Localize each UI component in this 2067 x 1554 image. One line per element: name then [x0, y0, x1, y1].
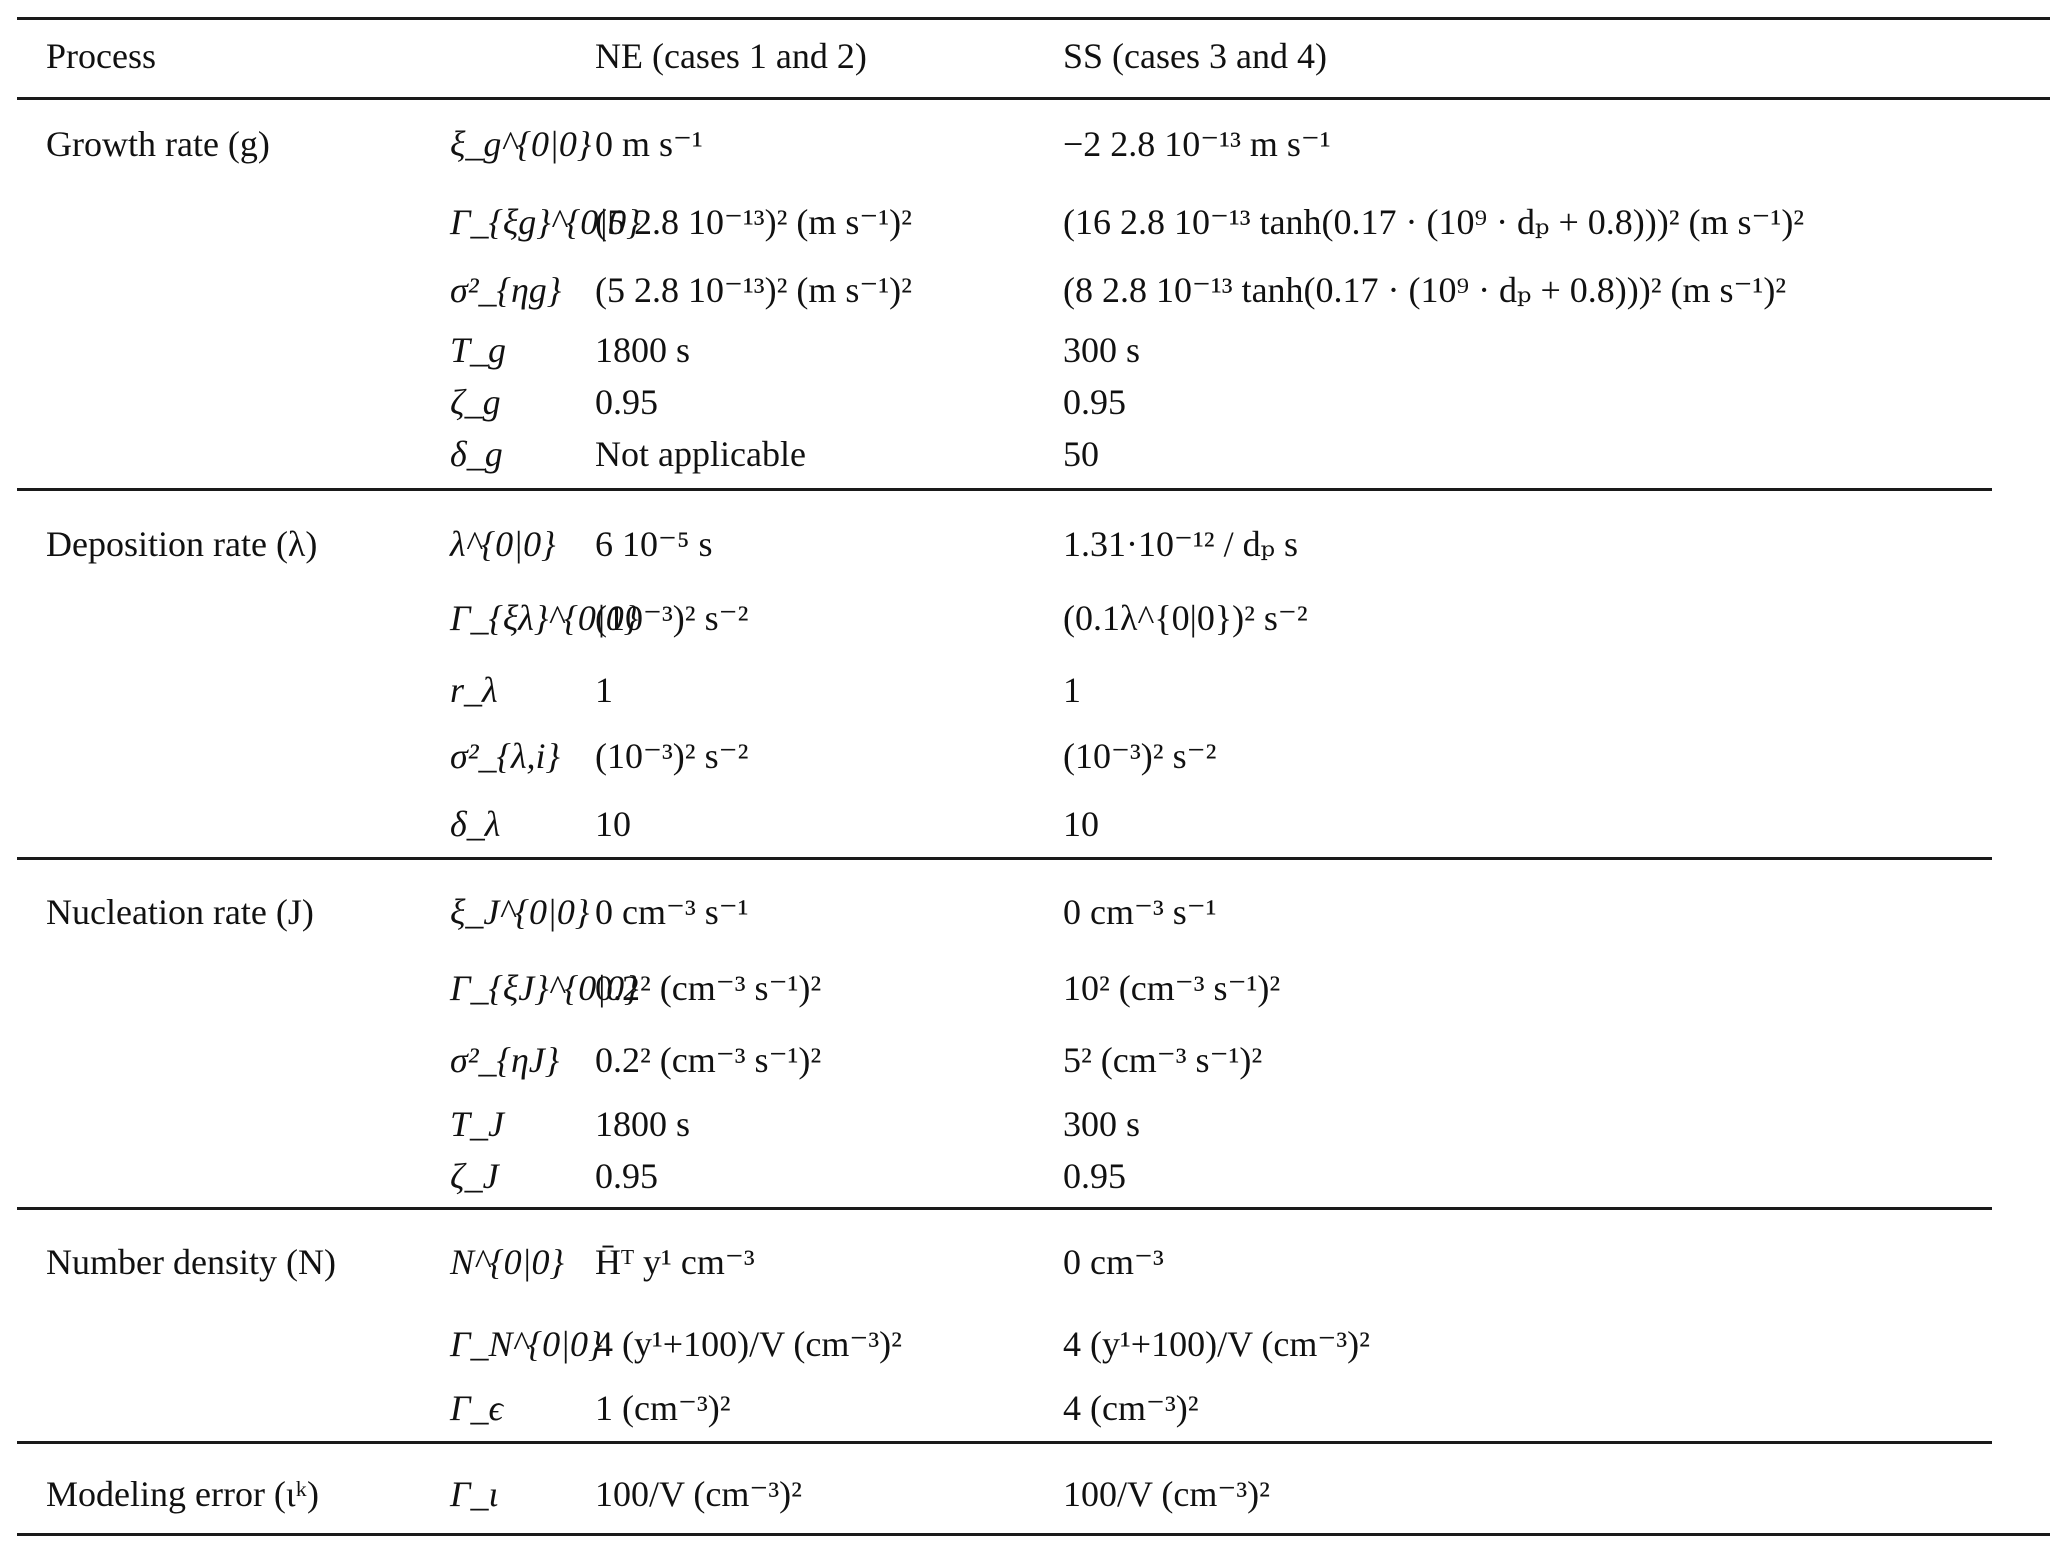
table-row: [0, 886, 2067, 938]
ss-value: (16 2.8 10⁻¹³ tanh(0.17 · (10⁹ · dₚ + 0.8)))² (m s⁻¹)²: [1063, 202, 1805, 242]
ss-value: 0 cm⁻³ s⁻¹: [1063, 892, 1217, 932]
symbol: Γ_ι: [450, 1474, 499, 1514]
ne-value: (10⁻³)² s⁻²: [595, 736, 749, 776]
header-rule: [17, 97, 2050, 100]
ss-value: 50: [1063, 434, 1099, 474]
ne-value: 1: [595, 670, 613, 710]
table-row: [0, 798, 2067, 850]
bottom-rule: [17, 1533, 2050, 1536]
ss-value: (0.1λ^{0|0})² s⁻²: [1063, 598, 1308, 638]
table-row: [0, 664, 2067, 716]
table-row: [0, 962, 2067, 1014]
ss-value: 10: [1063, 804, 1099, 844]
table-row: [0, 730, 2067, 782]
section-rule: [17, 1207, 1992, 1210]
ne-value: 0.95: [595, 382, 658, 422]
table-row: [0, 428, 2067, 480]
ne-value: (5 2.8 10⁻¹³)² (m s⁻¹)²: [595, 202, 912, 242]
table-row: [0, 518, 2067, 570]
table-row: [0, 264, 2067, 316]
ne-value: Not applicable: [595, 434, 806, 474]
section-rule: [17, 857, 1992, 860]
symbol: T_J: [450, 1104, 504, 1144]
ss-value: 1: [1063, 670, 1081, 710]
process-label: Modeling error (ιᵏ): [46, 1474, 319, 1514]
symbol: Γ_{ξλ}^{0|0}: [450, 598, 639, 638]
ss-value: 0 cm⁻³: [1063, 1242, 1164, 1282]
table-row: [0, 324, 2067, 376]
ss-value: (10⁻³)² s⁻²: [1063, 736, 1217, 776]
ne-value: 1 (cm⁻³)²: [595, 1388, 731, 1428]
table-header: [0, 30, 2067, 82]
ne-value: 4 (y¹+100)/V (cm⁻³)²: [595, 1324, 902, 1364]
process-label: Nucleation rate (J): [46, 892, 314, 932]
table-row: [0, 1468, 2067, 1520]
ne-value: H̄ᵀ y¹ cm⁻³: [595, 1242, 755, 1282]
ne-value: 0 m s⁻¹: [595, 124, 703, 164]
table-row: [0, 592, 2067, 644]
ss-value: 1.31·10⁻¹² / dₚ s: [1063, 524, 1298, 564]
ne-value: (5 2.8 10⁻¹³)² (m s⁻¹)²: [595, 270, 912, 310]
ne-value: 10: [595, 804, 631, 844]
table-row: [0, 118, 2067, 170]
ne-value: 0 cm⁻³ s⁻¹: [595, 892, 749, 932]
column-header-ne: NE (cases 1 and 2): [595, 36, 867, 76]
table-row: [0, 1034, 2067, 1086]
symbol: ξ_J^{0|0}: [450, 892, 590, 932]
ne-value: 6 10⁻⁵ s: [595, 524, 713, 564]
column-header-process: Process: [46, 36, 156, 76]
section-rule: [17, 1441, 1992, 1444]
symbol: Γ_{ξg}^{0|0}: [450, 202, 641, 242]
symbol: r_λ: [450, 670, 498, 710]
ss-value: 0.95: [1063, 1156, 1126, 1196]
ss-value: (8 2.8 10⁻¹³ tanh(0.17 · (10⁹ · dₚ + 0.8)))² (m s⁻¹)²: [1063, 270, 1787, 310]
symbol: λ^{0|0}: [450, 524, 556, 564]
ss-value: 4 (cm⁻³)²: [1063, 1388, 1199, 1428]
symbol: σ²_{ηg}: [450, 270, 562, 310]
symbol: Γ_{ξJ}^{0|0}: [450, 968, 639, 1008]
column-header-ss: SS (cases 3 and 4): [1063, 36, 1327, 76]
table-row: [0, 1318, 2067, 1370]
symbol: ξ_g^{0|0}: [450, 124, 592, 164]
section-rule: [17, 488, 1992, 491]
ss-value: 0.95: [1063, 382, 1126, 422]
ss-value: 300 s: [1063, 330, 1141, 370]
symbol: T_g: [450, 330, 507, 370]
symbol: δ_λ: [450, 804, 501, 844]
top-rule: [17, 17, 2050, 20]
table-row: [0, 1098, 2067, 1150]
symbol: Γ_N^{0|0}: [450, 1324, 603, 1364]
ne-value: 100/V (cm⁻³)²: [595, 1474, 802, 1514]
ss-value: 4 (y¹+100)/V (cm⁻³)²: [1063, 1324, 1370, 1364]
symbol: ζ_J: [450, 1156, 499, 1196]
table-row: [0, 1150, 2067, 1202]
symbol: δ_g: [450, 434, 503, 474]
ss-value: −2 2.8 10⁻¹³ m s⁻¹: [1063, 124, 1331, 164]
ne-value: 1800 s: [595, 1104, 691, 1144]
ss-value: 300 s: [1063, 1104, 1141, 1144]
ne-value: 0.2² (cm⁻³ s⁻¹)²: [595, 1040, 822, 1080]
table-row: [0, 376, 2067, 428]
ne-value: (10⁻³)² s⁻²: [595, 598, 749, 638]
symbol: σ²_{λ,i}: [450, 736, 560, 776]
ss-value: 10² (cm⁻³ s⁻¹)²: [1063, 968, 1281, 1008]
table-row: [0, 1236, 2067, 1288]
symbol: Γ_ϵ: [450, 1388, 503, 1428]
process-label: Deposition rate (λ): [46, 524, 318, 564]
ss-value: 5² (cm⁻³ s⁻¹)²: [1063, 1040, 1263, 1080]
ss-value: 100/V (cm⁻³)²: [1063, 1474, 1270, 1514]
symbol: ζ_g: [450, 382, 501, 422]
ne-value: 0.2² (cm⁻³ s⁻¹)²: [595, 968, 822, 1008]
process-label: Number density (N): [46, 1242, 336, 1282]
table-row: [0, 1382, 2067, 1434]
table-row: [0, 196, 2067, 248]
symbol: N^{0|0}: [450, 1242, 564, 1282]
ne-value: 1800 s: [595, 330, 691, 370]
ne-value: 0.95: [595, 1156, 658, 1196]
symbol: σ²_{ηJ}: [450, 1040, 560, 1080]
process-label: Growth rate (g): [46, 124, 270, 164]
